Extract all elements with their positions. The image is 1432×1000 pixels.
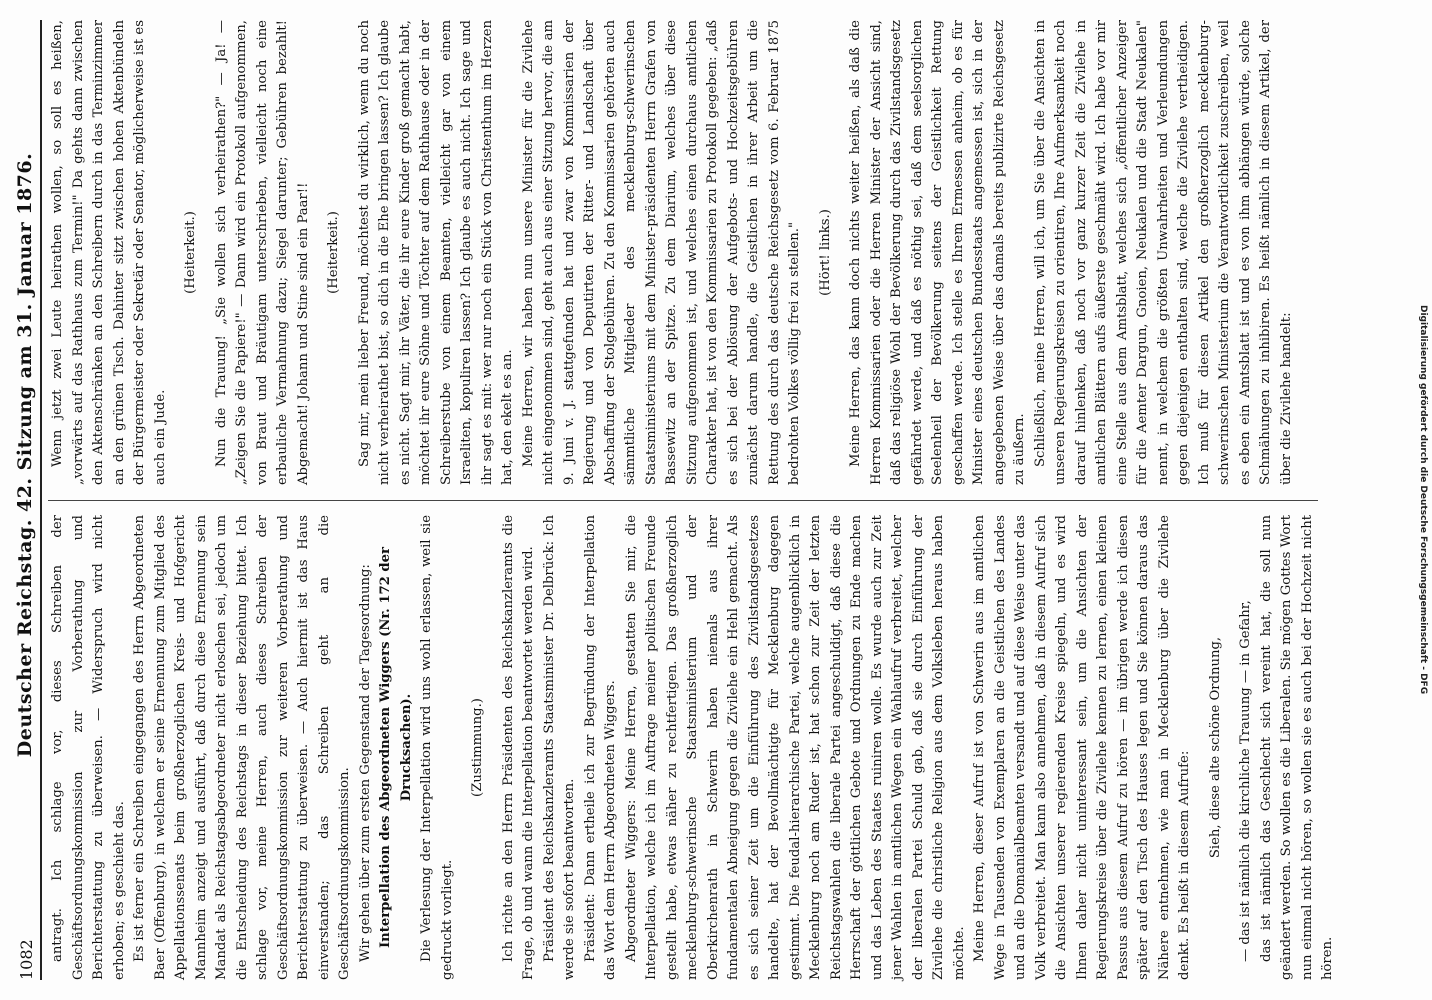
page-number: 1082 [17, 939, 36, 980]
paragraph: Wenn jetzt zwei Leute heirathen wollen, so soll es heißen, „vorwärts auf das Rathhaus zum Termin!" Da gehts dann zwischen den Aktenschränken an den Schreibern durch in das Terminzimmer an den grünen Tisch. Dahinter sitzt zwischen hohen Aktenbündeln der Bürgermeister oder Sekretär oder Senator, möglicherweise ist es auch ein Jude. [50, 20, 168, 485]
paragraph: Die Verlesung der Interpellation wird uns wohl erlassen, weil sie gedruckt vorliegt. [419, 515, 455, 980]
agenda-heading: Interpellation des Abgeordneten Wiggers (Nr. 172 der Drucksachen). [378, 547, 414, 949]
paragraph: Schließlich, meine Herren, will ich, um Sie über die Ansichten in unseren Regierungskreisen zu orientiren, Ihre Aufmerksamkeit noch darauf hinlenken, daß noch vor ganz kurzer Zeit die Zivilehe in amtlichen Blättern aufs äußerste geschmäht wird. Ich habe vor mir eine Stelle aus dem Amtsblatt, welches sich „öffentlicher Anzeiger für die Aemter Dargun, Gnoien, Neukalen und die Stadt Neukalen" nennt, in welchem die größten Unwahrheiten und Verleumdungen gegen diejenigen enthalten sind, welche die Zivilehe vertheidigen. Ich muß für diesen Artikel den großherzoglich mecklenburg-schwerinschen Ministerium die Verantwortlichkeit zuschreiben, weil es eben ein Amtsblatt ist und es von ihm abhängen würde, solche Schmähungen zu inhibiren. Es heißt nämlich in diesem Artikel, der über die Zivilehe handelt: [1032, 20, 1294, 485]
page-header [0, 20, 42, 980]
paragraph: Meine Herren, dieser Aufruf ist von Schwerin aus im amtlichen Wege in Tausenden von Exemplaren an die Geistlichen des Landes und an die Domanialbeamten versandt und auf diese Weise unter das Volk verbreitet. Man kann also annehmen, daß in diesem Aufruf sich die Ansichten unserer regierenden Kreise spiegeln, und es wird Ihnen daher nicht uninteressant sein, um die Ansichten der Regierungskreise über die Zivilehe kennen zu lernen, einen kleinen Passus aus diesem Aufruf zu hören — im übrigen werde ich diesen später auf den Tisch des Hauses legen und Sie können daraus das Nähere entnehmen, wie man in Mecklenburg über die Zivilehe denkt. Es heißt in diesem Aufrufe: [972, 515, 1192, 980]
paragraph: Meine Herren, das kann doch nichts weiter heißen, als daß die Herren Kommissarien oder die Herren Minister der Ansicht sind, daß das religiöse Wohl der Bevölkerung durch das Zivilstandsgesetz gefährdet werde, und daß es nöthig sei, daß dem seelsorglichen Seelenheil der Bevölkerung seitens der Geistlichkeit Rettung geschaffen werde. Ich stelle es Ihrem Ermessen anheim, ob es für Minister eines deutschen Bundesstaats angemessen ist, sich in der angegebenen Weise über das damals bereits publizirte Reichsgesetz zu äußern. [848, 20, 1027, 485]
right-column [48, 20, 1318, 485]
paragraph: antragt. Ich schlage vor, dieses Schreiben der Geschäftsordnungskommission zur Vorberathung und Berichterstattung zu überweisen. — Widerspruch wird nicht erhoben; es geschieht das. [50, 515, 127, 980]
text-columns [48, 20, 1335, 980]
paragraph: Sag mir, mein lieber Freund, möchtest du wirklich, wenn du noch nicht verheirathet bist, so dich in die Ehe bringen lassen? Ich glaube es nicht. Sagt mir, ihr Väter, die ihr eure Kinder groß gemacht habt, möchtet ihr eure Söhne und Töchter auf dem Rathhause oder in der Schreiberstube von einem Beamten, vielleicht gar von einem Israeliten, kopuliren lassen? Ich glaube es auch nicht. Ich sage und ihr sagt es mit: wer nur noch ein Stück von Christenthum im Herzen hat, den ekelt es an. [356, 20, 515, 485]
paragraph: Präsident des Reichskanzleramts Staatsminister Dr. Delbrück: Ich werde sie sofort beantworten. [541, 515, 577, 980]
stage-direction: (Hört! links.) [817, 209, 833, 296]
stage-direction: (Zustimmung.) [470, 698, 485, 797]
paragraph: Es ist ferner ein Schreiben eingegangen des Herrn Abgeordneten Baer (Offenburg), in welchem er seine Ernennung zum Mitglied des Appellationssenats beim großherzoglichen Kreis- und Hofgericht Mannheim anzeigt und ausführt, daß durch diese Ernennung sein Mandat als Reichstagsabgeordneter nicht erloschen sei, jedoch um die Entscheidung des Reichstags in dieser Beziehung bittet. Ich schlage vor, meine Herren, auch dieses Schreiben der Geschäftsordnungskommission zur weiteren Vorberathung und Berichterstattung zu überweisen. — Auch hiermit ist das Haus einverstanden; das Schreiben geht an die Geschäftsordnungskommission. [132, 515, 352, 980]
paragraph: Wir gehen über zum ersten Gegenstand der Tagesordnung: [357, 564, 373, 962]
stage-direction: (Heiterkeit.) [183, 211, 198, 294]
paragraph: das ist nämlich das Geschlecht sich vereint hat, die soll nun geändert werden. So wollen es die Liberalen. Sie mögen Gottes Wort nun einmal nicht hören, so wollen sie es auch bei der Hochzeit nicht hören. [1258, 515, 1335, 980]
paragraph: — das ist nämlich die kirchliche Trauung — in Gefahr, [1238, 600, 1253, 962]
quote-line: Sieh, diese alte schöne Ordnung, [1207, 636, 1223, 859]
column-divider [48, 485, 1318, 515]
paragraph: Abgeordneter Wiggers: Meine Herren, gestatten Sie mir, die Interpellation, welche ich im Auftrage meiner politischen Freunde gestellt habe, etwas näher zu rechtfertigen. Das großherzoglich mecklenburg-schwerinsche Staatsministerium und der Oberkirchenrath in Schwerin haben niemals aus ihrer fundamentalen Abneigung gegen die Zivilehe ein Hehl gemacht. Als es sich seiner Zeit um die Einführung des Zivilstandsgesetzes handelte, hat der Bevollmächtigte für Mecklenburg dagegen gestimmt. Die feudal-hierarchische Partei, welche augenblicklich in Mecklenburg noch am Ruder ist, hat schon zur Zeit der letzten Reichstagswahlen die liberale Partei angeschuldigt, daß diese die Herrschaft der göttlichen Gebote und Ordnungen zu Ende machen und das Leben des Staates ruiniren wolle. Es wurde auch zur Zeit jener Wahlen in amtlichen Wegen ein Wahlaufruf verbreitet, welcher der liberalen Partei Schuld gab, daß sie durch Einführung der Zivilehe die christliche Religion aus dem Volksleben heraus haben möchte. [623, 515, 967, 980]
paragraph: Ich richte an den Herrn Präsidenten des Reichskanzleramts die Frage, ob und wann die Interpellation beantwortet werden wird. [500, 515, 536, 980]
paragraph: Meine Herren, wir haben nun unsere Minister für die Zivilehe nicht eingenommen sind, geht auch aus einer Sitzung hervor, die am 9. Juni v. J. stattgefunden hat und zwar von Kommissarien der Regierung und von Deputirten der Ritter- und Landschaft über Abschaffung der Stolgebühren. Zu den Kommissarien gehörten auch sämmtliche Mitglieder des mecklenburg-schwerinschen Staatsministeriums mit dem Minister-präsidenten Herrn Grafen von Bassewitz an der Spitze. Zu dem Diarium, welches über diese Sitzung aufgenommen ist, und welches einen durchaus amtlichen Charakter hat, ist von den Kommissarien zu Protokoll gegeben: „daß es sich bei der Ablösung der Aufgebots- und Hochzeitsgebühren zunächst darum handle, die Geistlichen in ihrer Arbeit um die Rettung des durch das deutsche Reichsgesetz vom 6. Februar 1875 bedrohten Volkes völlig frei zu stellen." [520, 20, 802, 485]
paragraph: Präsident: Dann ertheile ich zur Begründung der Interpellation das Wort dem Herrn Abgeordneten Wiggers. [582, 515, 618, 980]
paragraph: Nun die Trauung! „Sie wollen sich verheirathen?" — Ja! — „Zeigen Sie die Papiere!" — Dann wird ein Protokoll aufgenommen, von Braut und Bräutigam unterschrieben, vielleicht noch eine erbauliche Vermahnung dazu; Siegel darunter; Gebühren bezahlt! Abgemacht! Johann und Stine sind ein Paar!! [213, 20, 311, 485]
running-head: Deutscher Reichstag. 42. Sitzung am 31. Januar 1876. [14, 152, 36, 758]
dfg-credit [1406, 10, 1428, 990]
dfg-credit-text: Digitalisierung gefördert durch die Deutsche Forschungsgemeinschaft - DFG [1418, 305, 1428, 695]
stage-direction: (Heiterkeit.) [326, 211, 341, 294]
left-column [48, 515, 1335, 980]
